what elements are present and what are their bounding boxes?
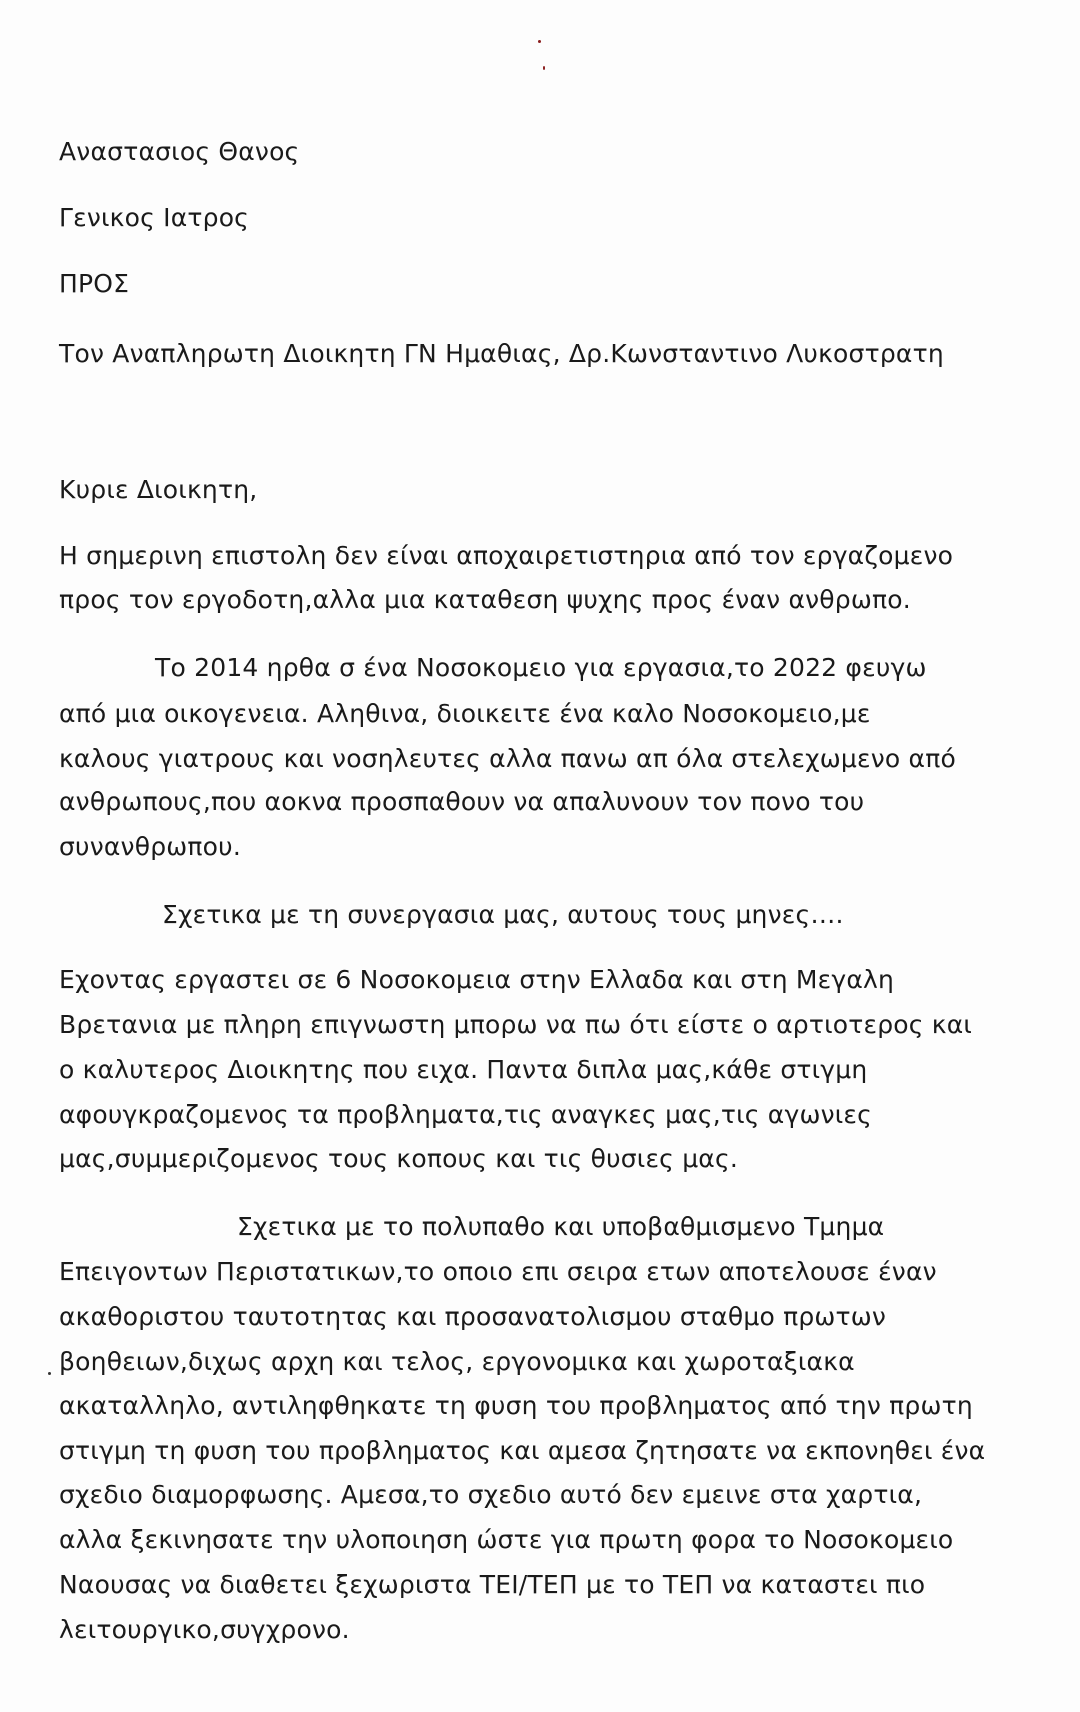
paragraph-5-line: λειτουργικο,συγχρονο. xyxy=(59,1615,350,1644)
salutation: Κυριε Διοικητη, xyxy=(59,475,258,504)
to-label: ΠΡΟΣ xyxy=(59,269,130,298)
paragraph-4-line: Βρετανια με πληρη επιγνωστη μπορω να πω ότι είστε ο αρτιοτερος και xyxy=(59,1010,973,1039)
paragraph-2-line: Το 2014 ηρθα σ ένα Νοσοκομειο για εργασια,το 2022 φευγω xyxy=(155,653,927,682)
paragraph-5-line: Επειγοντων Περιστατικων,το οποιο επι σειρα ετων αποτελουσε έναν xyxy=(59,1257,937,1286)
recipient: Τον Αναπληρωτη Διοικητη ΓΝ Ημαθιας, Δρ.Κωνσταντινο Λυκοστρατη xyxy=(59,339,944,368)
paragraph-2-line: ανθρωπους,που αοκνα προσπαθουν να απαλυνουν τον πονο του xyxy=(59,787,865,816)
sender-title: Γενικος Ιατρος xyxy=(59,203,250,232)
paragraph-1-line: προς τον εργοδοτη,αλλα μια καταθεση ψυχης προς έναν ανθρωπο. xyxy=(59,585,911,614)
paragraph-2-line: συνανθρωπου. xyxy=(59,832,241,861)
paragraph-5-line: Ναουσας να διαθετει ξεχωριστα ΤΕΙ/ΤΕΠ με το ΤΕΠ να καταστει πιο xyxy=(59,1570,926,1599)
paragraph-3-line: Σχετικα με τη συνεργασια μας, αυτους τους μηνες…. xyxy=(162,900,844,929)
paragraph-5-line: σχεδιο διαμορφωσης. Αμεσα,το σχεδιο αυτό δεν εμεινε στα χαρτια, xyxy=(59,1480,923,1509)
paragraph-5-line: ακαταλληλο, αντιληφθηκατε τη φυση του προβληματος από την πρωτη xyxy=(59,1391,973,1420)
scan-speck xyxy=(48,1372,51,1375)
paragraph-2-line: καλους γιατρους και νοσηλευτες αλλα πανω απ όλα στελεχωμενο από xyxy=(59,744,956,773)
paragraph-5-line: αλλα ξεκινησατε την υλοποιηση ώστε για πρωτη φορα το Νοσοκομειο xyxy=(59,1525,954,1554)
paragraph-5-line: στιγμη τη φυση του προβληματος και αμεσα ζητησατε να εκπονηθει ένα xyxy=(59,1436,986,1465)
paragraph-4-line: αφουγκραζομενος τα προβληματα,τις αναγκες μας,τις αγωνιες xyxy=(59,1100,873,1129)
paragraph-4-line: μας,συμμεριζομενος τους κοπους και τις θυσιες μας. xyxy=(59,1144,739,1173)
paragraph-5-line: ακαθοριστου ταυτοτητας και προσανατολισμου σταθμο πρωτων xyxy=(59,1302,887,1331)
scan-speck xyxy=(543,66,545,70)
paragraph-2-line: από μια οικογενεια. Αληθινα, διοικειτε ένα καλο Νοσοκομειο,με xyxy=(59,699,871,728)
paragraph-4-line: Εχοντας εργαστει σε 6 Νοσοκομεια στην Ελλαδα και στη Μεγαλη xyxy=(59,965,895,994)
scan-speck xyxy=(538,40,541,43)
paragraph-1-line: Η σημερινη επιστολη δεν είναι αποχαιρετιστηρια από τον εργαζομενο xyxy=(59,541,954,570)
paragraph-4-line: ο καλυτερος Διοικητης που ειχα. Παντα διπλα μας,κάθε στιγμη xyxy=(59,1055,868,1084)
sender-name: Αναστασιος Θανος xyxy=(59,137,300,166)
paragraph-5-line: Σχετικα με το πολυπαθο και υποβαθμισμενο Τμημα xyxy=(237,1212,885,1241)
paragraph-5-line: βοηθειων,διχως αρχη και τελος, εργονομικα και χωροταξιακα xyxy=(59,1347,855,1376)
